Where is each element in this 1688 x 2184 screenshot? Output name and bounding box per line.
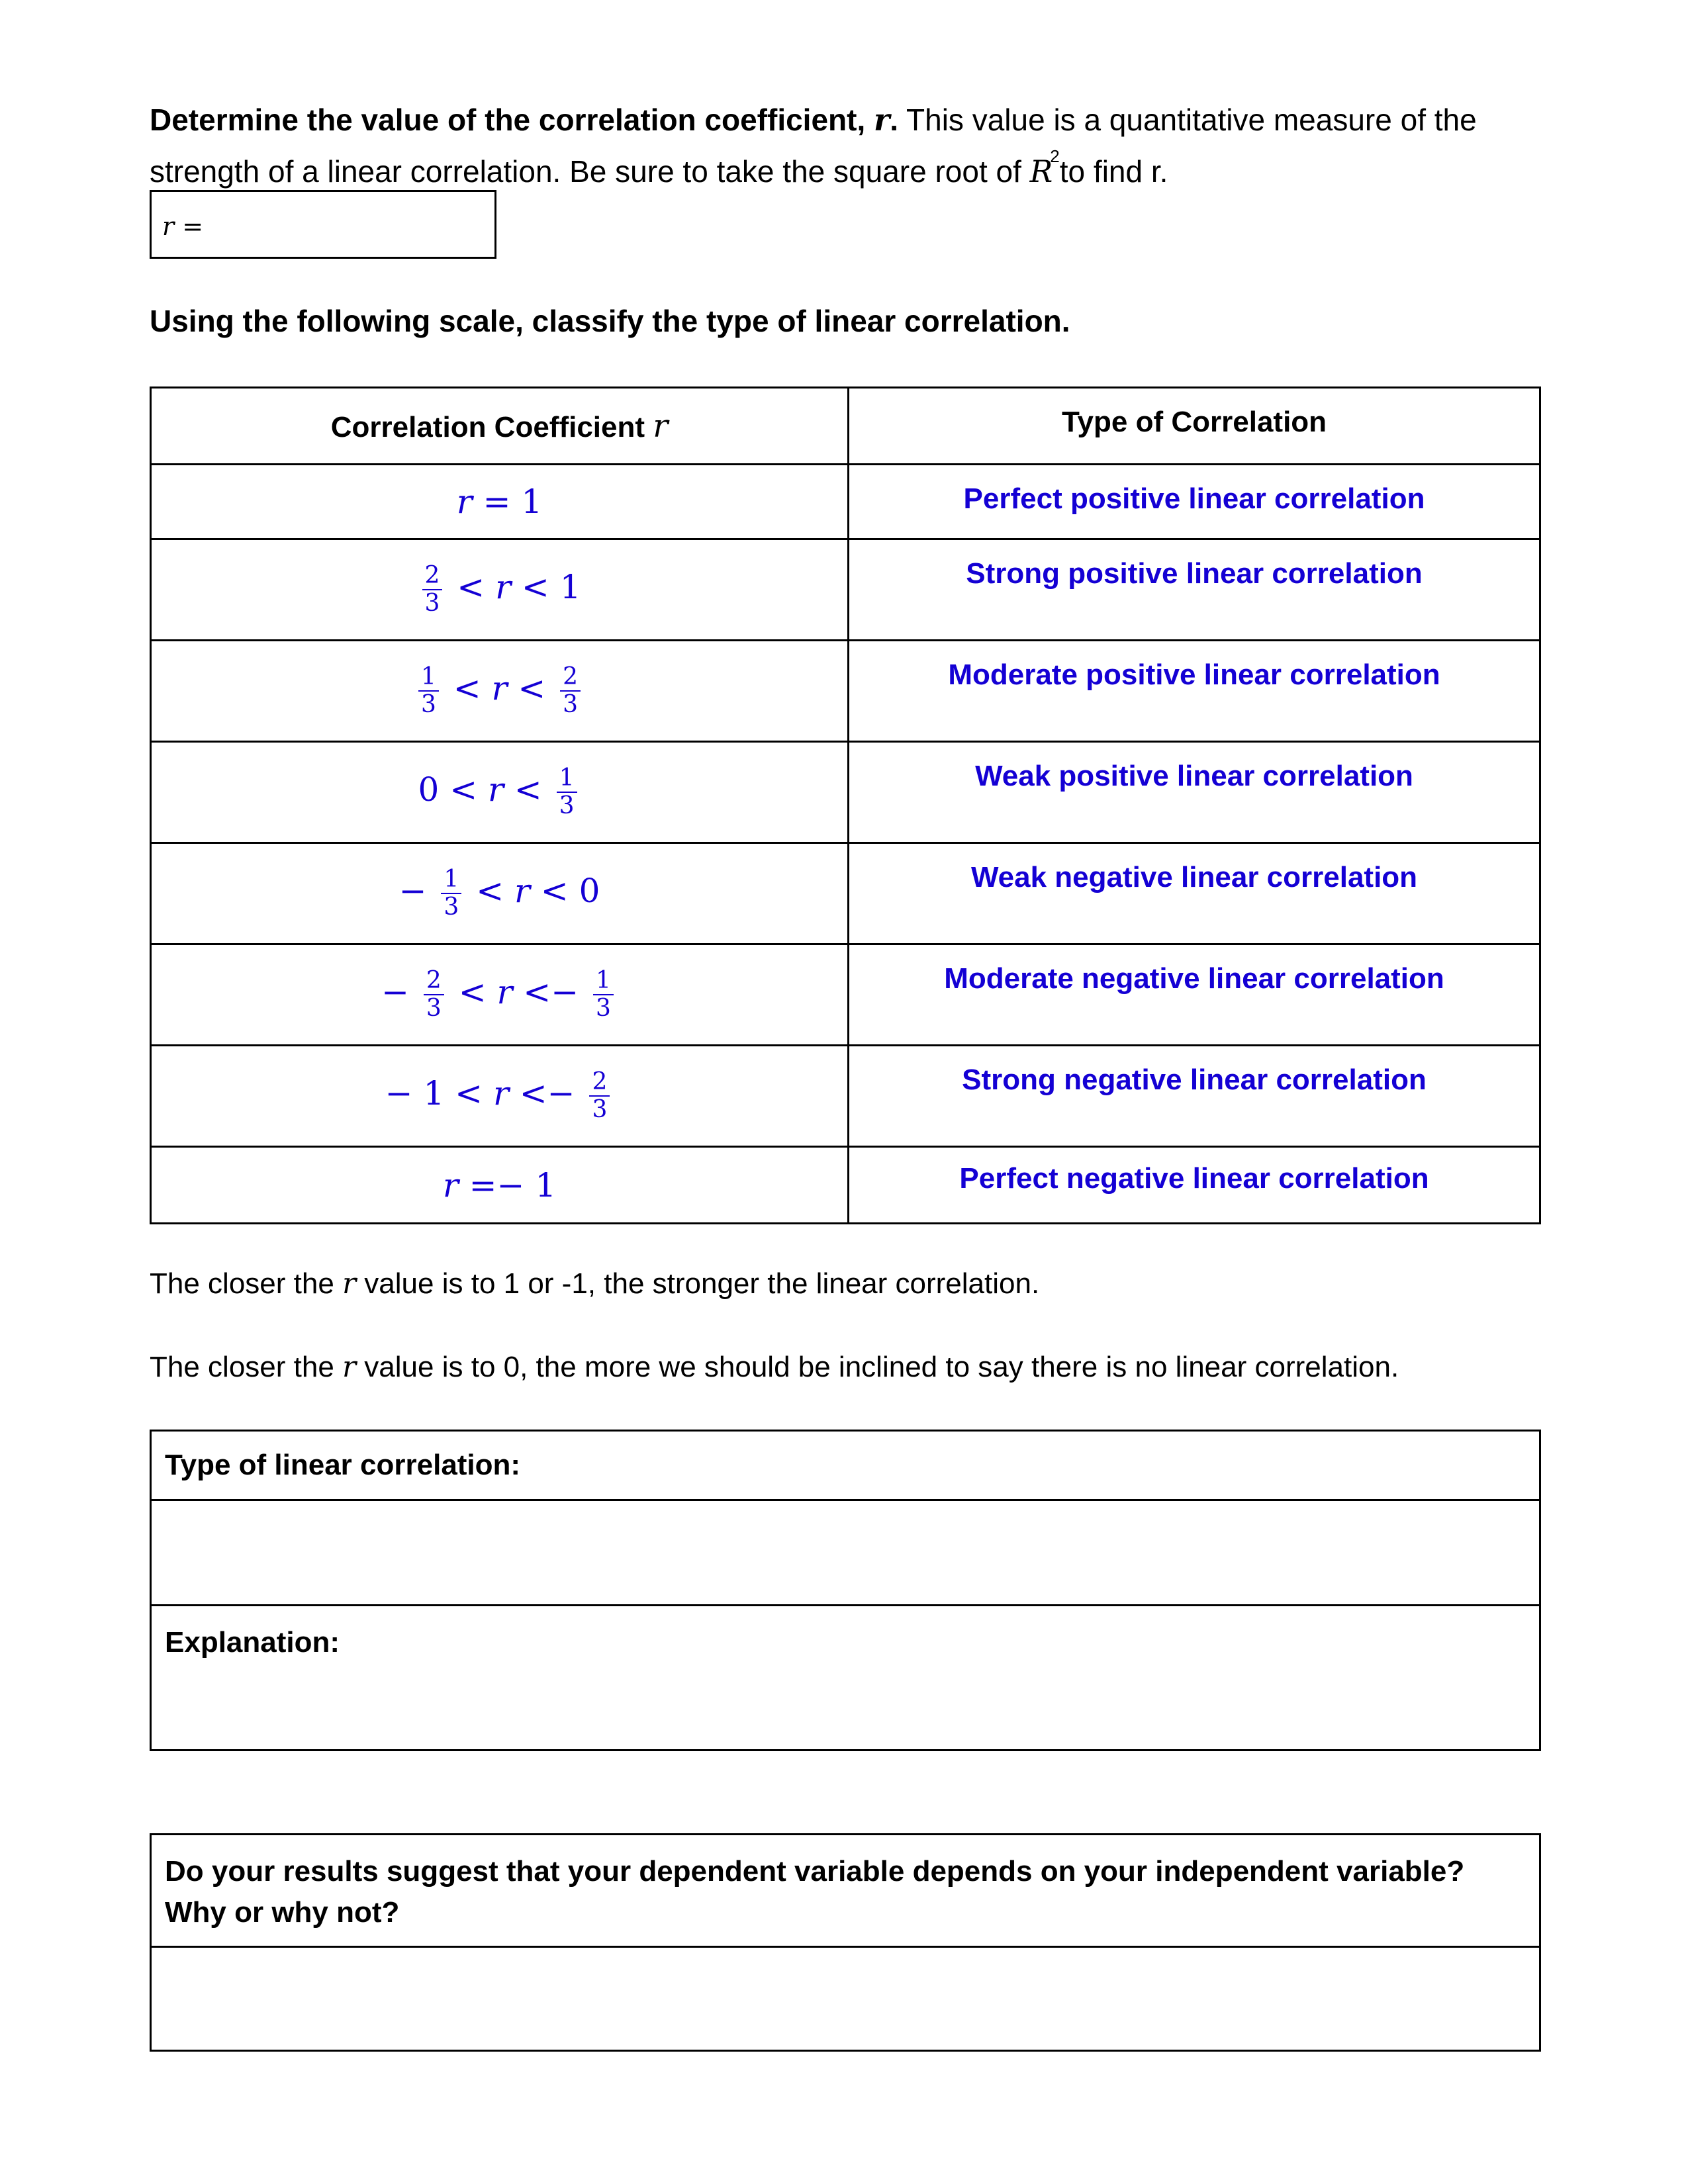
range-cell: − 1 < r <− $\frac{2}{3}$ bbox=[151, 1046, 849, 1147]
r-box-var: r bbox=[162, 212, 175, 241]
type-label: Weak positive linear correlation bbox=[975, 760, 1413, 792]
range-cell: − $\frac{1}{3}$ < r < 0 bbox=[151, 843, 849, 944]
header-right-text: Type of Correlation bbox=[1061, 406, 1327, 438]
note-no-correlation: The closer the r value is to 0, the more we should be inclined to say there is no linear correlation. bbox=[150, 1350, 1399, 1384]
intro-bold: Determine the value of the correlation coefficient, bbox=[150, 103, 866, 137]
explanation-field[interactable] bbox=[152, 1606, 1539, 1749]
intro-sup: 2 bbox=[1050, 146, 1060, 166]
range-cell: $\frac{2}{3}$ < r < 1 bbox=[151, 539, 849, 641]
type-cell bbox=[849, 843, 1540, 944]
question-text: Do your results suggest that your dependent variable depends on your independent variable? Why or why not? bbox=[165, 1855, 1465, 1929]
question-answer-field[interactable] bbox=[152, 1948, 1539, 2050]
range-cell: − $\frac{2}{3}$ < r <− $\frac{1}{3}$ bbox=[151, 944, 849, 1046]
type-label-row bbox=[152, 1432, 1539, 1501]
type-label: Moderate positive linear correlation bbox=[948, 659, 1440, 691]
header-correlation-coefficient bbox=[151, 388, 849, 465]
intro-var-r: r bbox=[874, 102, 890, 138]
range-cell: $\frac{1}{3}$ < r < $\frac{2}{3}$ bbox=[151, 641, 849, 742]
header-left-var: r bbox=[653, 407, 669, 445]
intro-period: . bbox=[890, 103, 899, 137]
type-cell bbox=[849, 465, 1540, 539]
note-stronger: The closer the r value is to 1 or -1, the stronger the linear correlation. bbox=[150, 1267, 1040, 1300]
type-label: Perfect positive linear correlation bbox=[963, 482, 1425, 515]
type-label: Weak negative linear correlation bbox=[970, 861, 1418, 893]
range-cell: 0 < r < $\frac{1}{3}$ bbox=[151, 742, 849, 843]
table-header-row bbox=[151, 388, 1540, 465]
question-box bbox=[150, 1833, 1541, 2052]
r-value-input-box[interactable] bbox=[150, 190, 496, 259]
type-cell bbox=[849, 742, 1540, 843]
intro-text2: to find r. bbox=[1059, 154, 1168, 189]
type-answer-field[interactable] bbox=[152, 1501, 1539, 1606]
table-row bbox=[151, 742, 1540, 843]
table-row bbox=[151, 843, 1540, 944]
table-row bbox=[151, 1046, 1540, 1147]
table-row bbox=[151, 944, 1540, 1046]
type-of-linear-correlation-label: Type of linear correlation: bbox=[165, 1449, 521, 1481]
table-row bbox=[151, 641, 1540, 742]
type-label: Strong positive linear correlation bbox=[966, 557, 1423, 590]
type-label: Strong negative linear correlation bbox=[962, 1064, 1427, 1096]
table-row bbox=[151, 1147, 1540, 1224]
type-cell bbox=[849, 944, 1540, 1046]
header-type-of-correlation bbox=[849, 388, 1540, 465]
header-left-text: Correlation Coefficient bbox=[330, 410, 653, 443]
answer-box bbox=[150, 1430, 1541, 1751]
type-cell bbox=[849, 1046, 1540, 1147]
intro-text1: This value is a quantitative measure of the strength of a linear correlation. Be sure to take the square root of bbox=[150, 103, 1477, 189]
range-cell: r =− 1 bbox=[151, 1147, 849, 1224]
question-row bbox=[152, 1835, 1539, 1948]
correlation-scale-table bbox=[150, 387, 1541, 1224]
intro-var-R: R bbox=[1029, 154, 1053, 189]
table-row bbox=[151, 539, 1540, 641]
type-cell bbox=[849, 1147, 1540, 1224]
table-row bbox=[151, 465, 1540, 539]
type-label: Moderate negative linear correlation bbox=[944, 962, 1444, 995]
scale-heading: Using the following scale, classify the type of linear correlation. bbox=[150, 304, 1070, 338]
type-cell bbox=[849, 539, 1540, 641]
intro-paragraph bbox=[150, 94, 1553, 202]
explanation-label: Explanation: bbox=[165, 1626, 340, 1659]
type-label: Perfect negative linear correlation bbox=[959, 1162, 1429, 1195]
r-box-eq: = bbox=[174, 212, 204, 241]
type-cell bbox=[849, 641, 1540, 742]
range-cell: r = 1 bbox=[151, 465, 849, 539]
